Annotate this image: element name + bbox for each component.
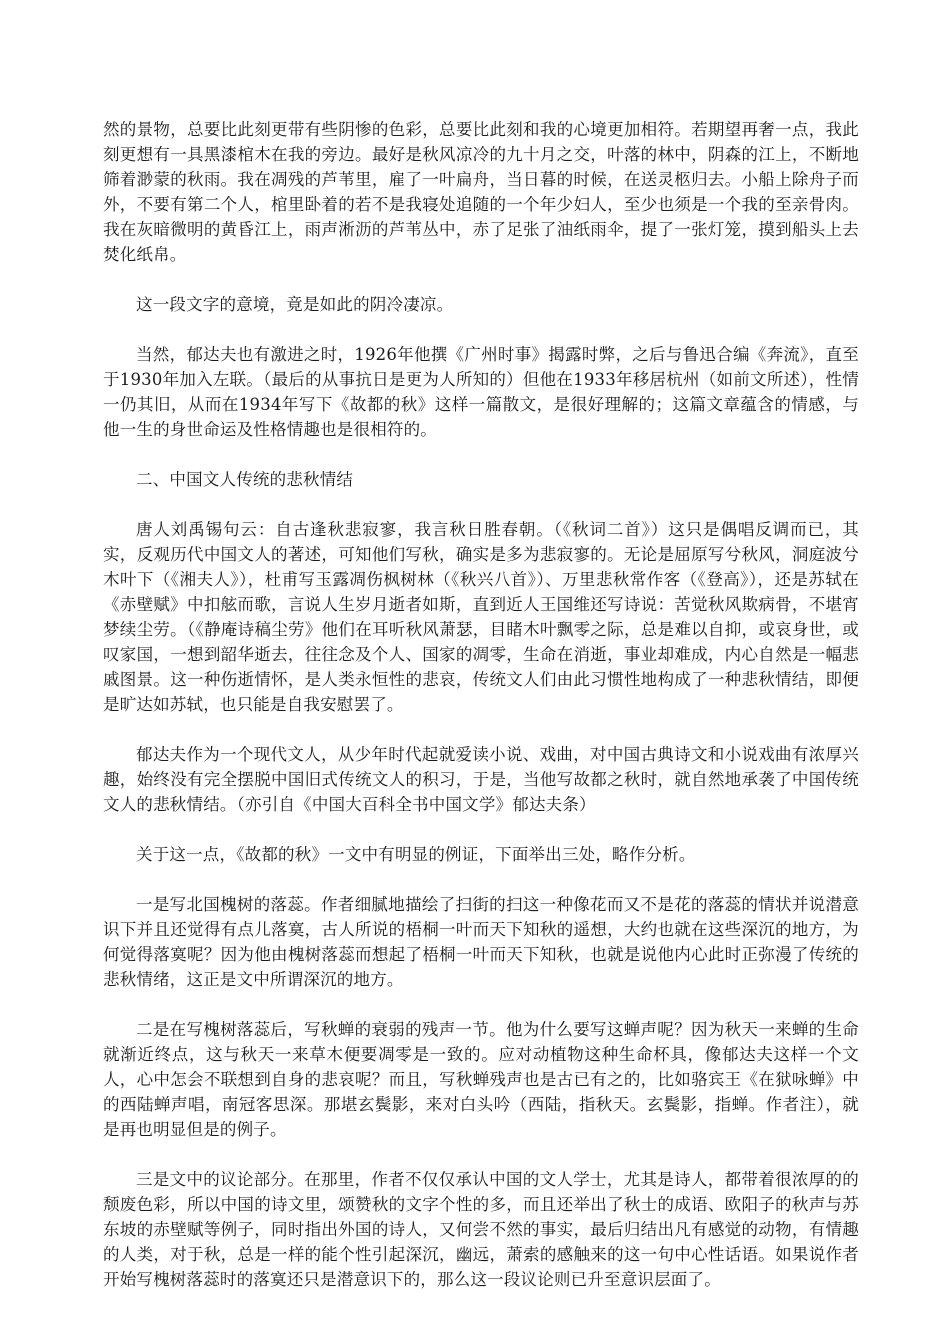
document-body	[103, 117, 859, 1317]
paragraph-examples-intro: 关于这一点，《故都的秋》一文中有明显的例证，下面举出三处，略作分析。	[136, 845, 696, 864]
paragraph-biography: 当然，郁达夫也有激进之时，1926年他撰《广州时事》揭露时弊，之后与鲁迅合编《奔流》，直至于1930年加入左联。（最后的从事抗日是更为人所知的）但他在1933年移居杭州（如前文所述），性情一仍其旧，从而在1934年写下《故都的秋》这样一篇散文，是很好理解的；这篇文章蕴含的情感，与他一生的身世命运及性格情趣也是很相符的。	[103, 345, 859, 439]
paragraph-example-one: 一是写北国槐树的落蕊。作者细腻地描绘了扫街的扫这一种像花而又不是花的落蕊的情状并说潜意识下并且还觉得有点儿落寞，古人所说的梧桐一叶而天下知秋的遥想，大约也就在这些深沉的地方，为何觉得落寞呢？因为他由槐树落蕊而想起了梧桐一叶而天下知秋，也就是说他内心此时正弥漫了传统的悲秋情绪，这正是文中所谓深沉的地方。	[103, 895, 859, 989]
paragraph-tradition: 唐人刘禹锡句云：自古逢秋悲寂寥，我言秋日胜春朝。（《秋词二首》）这只是偶唱反调而已，其实，反观历代中国文人的著述，可知他们写秋，确实是多为悲寂寥的。无论是屈原写兮秋风，洞庭波兮木叶下（《湘夫人》），杜甫写玉露凋伤枫树林（《秋兴八首》）、万里悲秋常作客（《登高》），还是苏轼在《赤壁赋》中扣舷而歌，言说人生岁月逝者如斯，直到近人王国维还写诗说：苦觉秋风欺病骨，不堪宵梦续尘劳。（《静庵诗稿尘劳》他们在耳听秋风萧瑟，目睹木叶飘零之际，总是难以自抑，或哀身世，或叹家国，一想到韶华逝去，往往念及个人、国家的凋零，生命在消逝，事业却难成，内心自然是一幅悲戚图景。这一种伤逝情怀，是人类永恒性的悲哀，传统文人们由此习惯性地构成了一种悲秋情结，即便是旷达如苏轼，也只能是自我安慰罢了。	[103, 520, 859, 714]
paragraph-comment: 这一段文字的意境，竟是如此的阴冷凄凉。	[136, 295, 454, 314]
paragraph-yu-dafu: 郁达夫作为一个现代文人，从少年时代起就爱读小说、戏曲，对中国古典诗文和小说戏曲有浓厚兴趣，始终没有完全摆脱中国旧式传统文人的积习，于是，当他写故都之秋时，就自然地承袭了中国传统文人的悲秋情结。（亦引自《中国大百科全书中国文学》郁达夫条）	[103, 745, 859, 814]
paragraph-example-three: 三是文中的议论部分。在那里，作者不仅仅承认中国的文人学士，尤其是诗人，都带着很浓厚的的颓废色彩，所以中国的诗文里，颂赞秋的文字个性的多，而且还举出了秋士的成语、欧阳子的秋声与苏东坡的赤壁赋等例子，同时指出外国的诗人，又何尝不然的事实，最后归结出凡有感觉的动物，有情趣的人类，对于秋，总是一样的能个性引起深沉，幽远，萧索的感触来的这一句中心性话语。如果说作者开始写槐树落蕊时的落寞还只是潜意识下的，那么这一段议论则已升至意识层面了。	[103, 1170, 859, 1289]
paragraph-continuation: 然的景物，总要比此刻更带有些阴惨的色彩，总要比此刻和我的心境更加相符。若期望再奢一点，我此刻更想有一具黑漆棺木在我的旁边。最好是秋风凉冷的九十月之交，叶落的林中，阴森的江上，不断地筛着渺蒙的秋雨。我在凋残的芦苇里，雇了一叶扁舟，当日暮的时候，在送灵柩归去。小船上除舟子而外，不要有第二个人，棺里卧着的若不是我寝处追随的一个年少妇人，至少也须是一个我的至亲骨肉。我在灰暗微明的黄昏江上，雨声淅沥的芦苇丛中，赤了足张了油纸雨伞，提了一张灯笼，摸到船头上去焚化纸帛。	[103, 120, 859, 264]
paragraph-example-two: 二是在写槐树落蕊后，写秋蝉的衰弱的残声一节。他为什么要写这蝉声呢？因为秋天一来蝉的生命就渐近终点，这与秋天一来草木便要凋零是一致的。应对动植物这种生命杯具，像郁达夫这样一个文人，心中怎会不联想到自身的悲哀呢？而且，写秋蝉残声也是古已有之的，比如骆宾王《在狱咏蝉》中的西陆蝉声唱，南冠客思深。那堪玄鬓影，来对白头吟（西陆，指秋天。玄鬓影，指蝉。作者注），就是再也明显但是的例子。	[103, 1020, 859, 1139]
section-heading: 二、中国文人传统的悲秋情结	[136, 470, 354, 489]
